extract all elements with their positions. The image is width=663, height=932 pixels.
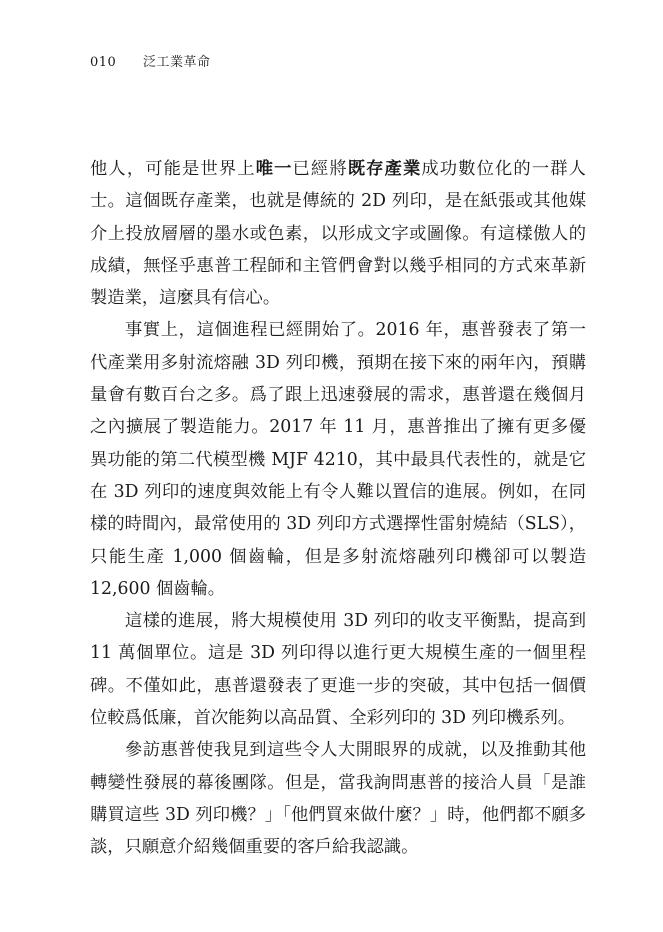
text-run: 已經將 [292,159,348,179]
text-run: 這樣的進展，將大規模使用 3D 列印的收支平衡點，提高到 11 萬個單位。這是 3D 列印得以進行更大規模生產的一個里程碑。不僅如此，惠普還發表了更進一步的突破，其中包括一個價位較爲低廉，首次能夠以高品質、全彩列印的 3D 列印機系列。 [90,611,586,729]
paragraph [90,314,586,605]
running-header [90,51,210,70]
paragraph [90,734,586,863]
emphasis-run: 既存產業 [347,159,422,179]
page-number: 010 [90,55,117,70]
emphasis-run: 唯一 [255,159,293,179]
paragraph [90,605,586,734]
paragraph [90,153,586,314]
text-run: 參訪惠普使我見到這些令人大開眼界的成就，以及推動其他轉變性發展的幕後團隊。但是，當我詢問惠普的接洽人員「是誰購買這些 3D 列印機？」「他們買來做什麼？」時，他們都不願多談，只願意介紹幾個重要的客戶給我認識。 [90,740,586,858]
text-run: 成功數位化的一群人士。這個既存產業，也就是傳統的 2D 列印，是在紙張或其他媒介上投放層層的墨水或色素，以形成文字或圖像。有這樣傲人的成績，無怪乎惠普工程師和主管們會對以幾乎相同的方式來革新製造業，這麼具有信心。 [90,159,586,309]
text-run: 事實上，這個進程已經開始了。2016 年，惠普發表了第一代產業用多射流熔融 3D 列印機，預期在接下來的兩年內，預購量會有數百台之多。爲了跟上迅速發展的需求，惠普還在幾個月之內擴展了製造能力。2017 年 11 月，惠普推出了擁有更多優異功能的第二代模型機 MJF 4210，其中最具代表性的，就是它在 3D 列印的速度與效能上有令人難以置信的進展。例如，在同樣的時間內，最常使用的 3D 列印方式選擇性雷射燒結（SLS），只能生產 1,000 個齒輪，但是多射流熔融列印機卻可以製造 12,600 個齒輪。 [90,320,586,599]
body-text [90,153,586,864]
book-title: 泛工業革命 [142,55,211,70]
text-run: 他人，可能是世界上 [90,159,256,179]
